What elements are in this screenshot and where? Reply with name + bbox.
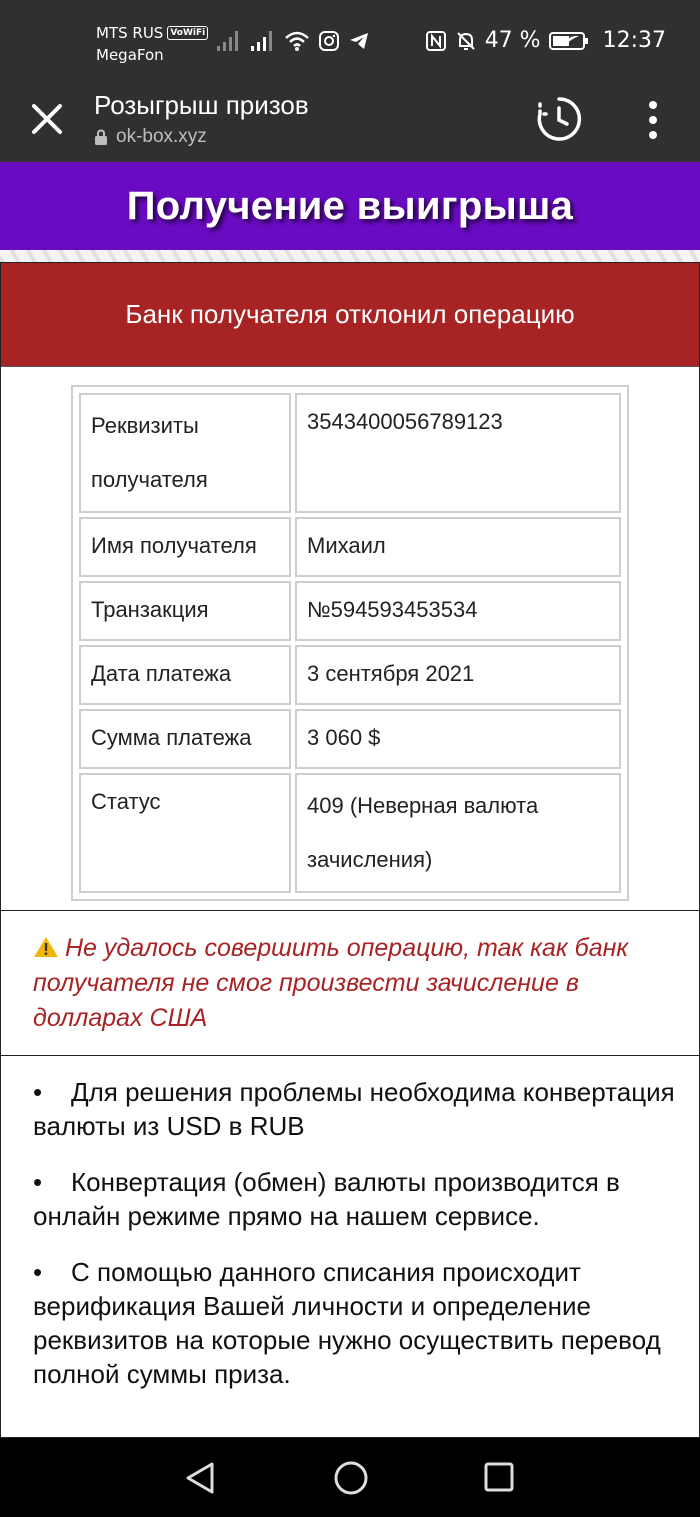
close-icon[interactable] [26, 98, 68, 140]
status-bar [0, 0, 700, 80]
decorative-pattern [0, 250, 700, 262]
row-value: 3 060 $ [295, 709, 621, 769]
signal-icon-2 [250, 30, 276, 52]
info-list [33, 1075, 683, 1413]
row-label: Реквизиты получателя [79, 393, 291, 513]
error-card [0, 262, 700, 1438]
status-icons-right [425, 28, 666, 53]
table-row [79, 645, 621, 705]
status-icons-left [216, 30, 370, 52]
list-item: • Для решения проблемы необходима конвертация валюты из USD в RUB [33, 1077, 675, 1141]
table-row [79, 393, 621, 513]
banner-title: Получение выигрыша [126, 183, 574, 228]
table-row [79, 709, 621, 769]
mute-bell-icon [455, 30, 477, 52]
bullet-marker: • [33, 1077, 43, 1107]
row-value: 409 (Неверная валюта зачисления) [295, 773, 621, 893]
list-item: • С помощью данного списания происходит верификация Вашей личности и определение реквизитов на которые нужно осуществить перевод полной суммы приза. [33, 1257, 661, 1389]
divider [1, 910, 699, 911]
list-item: • Конвертация (обмен) валюты производится в онлайн режиме прямо на нашем сервисе. [33, 1167, 620, 1231]
wifi-icon [284, 30, 310, 52]
clock: 12:37 [602, 28, 666, 53]
error-header: Банк получателя отклонил операцию [1, 263, 699, 367]
carrier-primary: MTS RUS VoWiFi [96, 24, 208, 42]
navigation-bar [0, 1438, 700, 1517]
recent-apps-icon[interactable] [484, 1462, 514, 1492]
banner [0, 162, 700, 250]
row-label: Имя получателя [79, 517, 291, 577]
row-value: №594593453534 [295, 581, 621, 641]
page-title: Розыгрыш призов [94, 90, 309, 120]
battery-percent: 47 % [484, 28, 541, 53]
row-label: Дата платежа [79, 645, 291, 705]
table-row [79, 773, 621, 893]
warning-icon [33, 936, 59, 958]
battery-icon [549, 31, 589, 51]
row-label: Сумма платежа [79, 709, 291, 769]
telegram-icon [348, 30, 370, 52]
signal-icon [216, 30, 242, 52]
lock-icon [94, 129, 108, 145]
row-label: Транзакция [79, 581, 291, 641]
more-menu-icon[interactable] [640, 98, 666, 142]
back-icon[interactable] [184, 1460, 218, 1496]
vowifi-badge: VoWiFi [167, 26, 208, 40]
warning-message [33, 931, 673, 1036]
bullet-marker: • [33, 1167, 43, 1197]
bullet-marker: • [33, 1257, 43, 1287]
url-text: ok-box.xyz [116, 126, 207, 147]
row-value: 3 сентября 2021 [295, 645, 621, 705]
table-row [79, 517, 621, 577]
browser-toolbar [0, 80, 700, 162]
warning-text: Не удалось совершить операцию, так как банк получателя не смог произвести зачисление в долларах США [33, 934, 629, 1032]
url-bar[interactable] [94, 126, 207, 148]
carrier-secondary: MegaFon [96, 46, 164, 64]
row-label: Статус [79, 773, 291, 893]
row-value: 3543400056789123 [295, 393, 621, 513]
row-value: Михаил [295, 517, 621, 577]
instagram-icon [318, 30, 340, 52]
nfc-icon [425, 30, 447, 52]
home-icon[interactable] [333, 1460, 369, 1496]
table-row [79, 581, 621, 641]
divider [1, 1055, 699, 1056]
history-icon[interactable] [534, 94, 584, 144]
payment-details-table [71, 385, 629, 901]
